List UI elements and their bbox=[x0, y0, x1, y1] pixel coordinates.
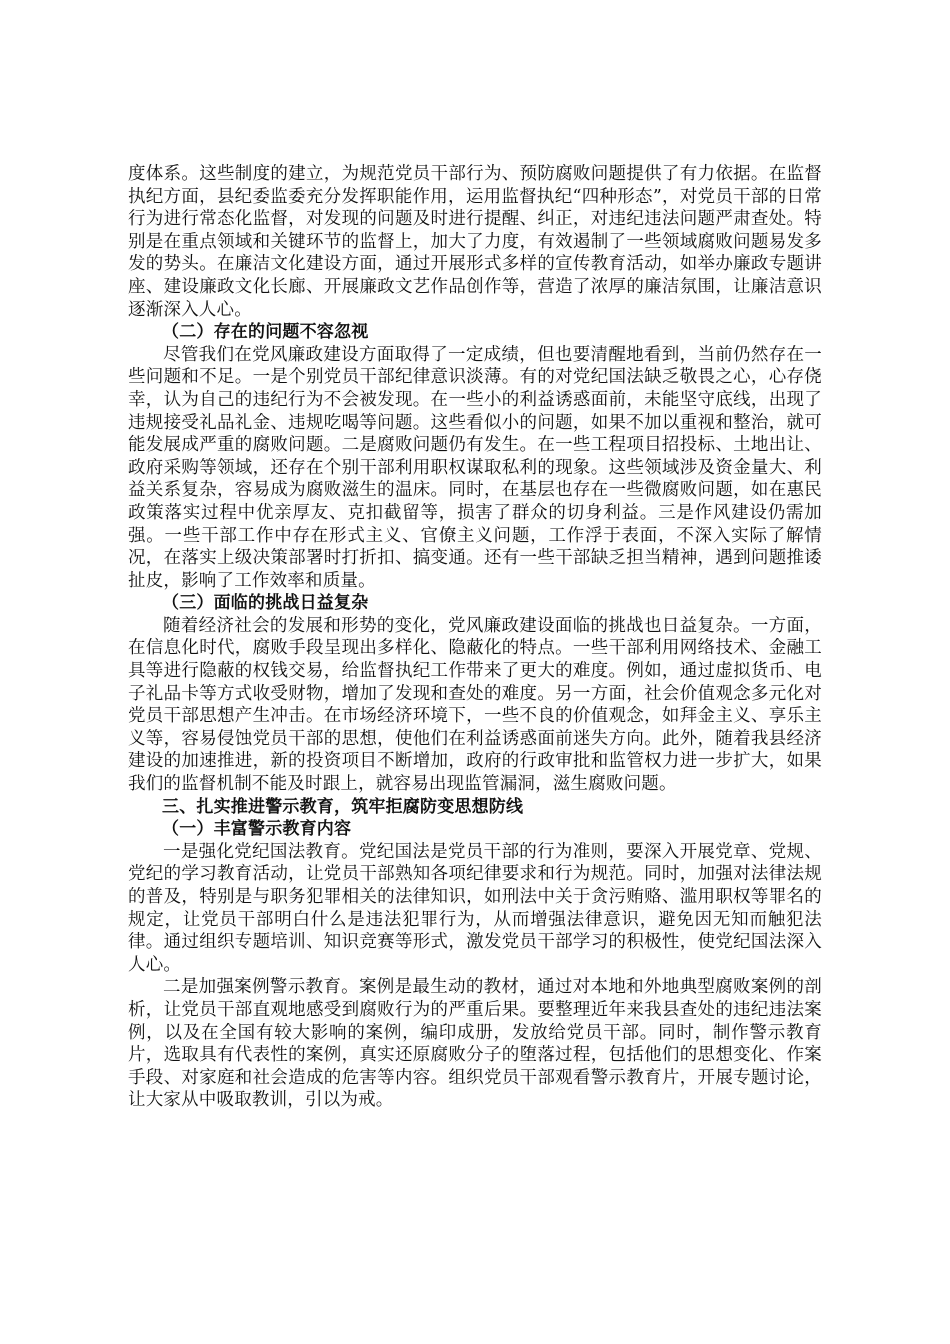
document-page bbox=[128, 163, 822, 1112]
paragraph-law-education: 一是强化党纪国法教育。党纪国法是党员干部的行为准则，要深入开展党章、党规、党纪的学习教育活动，让党员干部熟知各项纪律要求和行为规范。同时，加强对法律法规的普及，特别是与职务犯罪相关的法律知识，如刑法中关于贪污贿赂、滥用职权等罪名的规定，让党员干部明白什么是违法犯罪行为，从而增强法律意识，避免因无知而触犯法律。通过组织专题培训、知识竞赛等形式，激发党员干部学习的积极性，使党纪国法深入人心。 bbox=[128, 841, 822, 975]
paragraph-case-education: 二是加强案例警示教育。案例是最生动的教材，通过对本地和外地典型腐败案例的剖析，让党员干部直观地感受到腐败行为的严重后果。要整理近年来我县查处的违纪违法案例，以及在全国有较大影响的案例，编印成册，发放给党员干部。同时，制作警示教育片，选取具有代表性的案例，真实还原腐败分子的堕落过程，包括他们的思想变化、作案手段、对家庭和社会造成的危害等内容。组织党员干部观看警示教育片，开展专题讨论，让大家从中吸取教训，引以为戒。 bbox=[128, 977, 822, 1111]
paragraph-institution-system: 度体系。这些制度的建立，为规范党员干部行为、预防腐败问题提供了有力依据。在监督执纪方面，县纪委监委充分发挥职能作用，运用监督执纪“四种形态”，对党员干部的日常行为进行常态化监督，对发现的问题及时进行提醒、纠正，对违纪违法问题严肃查处。特别是在重点领域和关键环节的监督上，加大了力度，有效遏制了一些领域腐败问题易发多发的势头。在廉洁文化建设方面，通过开展形式多样的宣传教育活动，如举办廉政专题讲座、建设廉政文化长廊、开展廉政文艺作品创作等，营造了浓厚的廉洁氛围，让廉洁意识逐渐深入人心。 bbox=[128, 164, 822, 320]
section-heading-challenges: （三）面临的挑战日益复杂 bbox=[162, 593, 369, 614]
paragraph-problems: 尽管我们在党风廉政建设方面取得了一定成绩，但也要清醒地看到，当前仍然存在一些问题和不足。一是个别党员干部纪律意识淡薄。有的对党纪国法缺乏敬畏之心，心存侥幸，认为自己的违纪行为不会被发现。在一些小的利益诱惑面前，未能坚守底线，出现了违规接受礼品礼金、违规吃喝等问题。这些看似小的问题，如果不加以重视和整治，就可能发展成严重的腐败问题。二是腐败问题仍有发生。在一些工程项目招投标、土地出让、政府采购等领域，还存在个别干部利用职权谋取私利的现象。这些领域涉及资金量大、利益关系复杂，容易成为腐败滋生的温床。同时，在基层也存在一些微腐败问题，如在惠民政策落实过程中优亲厚友、克扣截留等，损害了群众的切身利益。三是作风建设仍需加强。一些干部工作中存在形式主义、官僚主义问题，工作浮于表面，不深入实际了解情况，在落实上级决策部署时打折扣、搞变通。还有一些干部缺乏担当精神，遇到问题推诿扯皮，影响了工作效率和质量。 bbox=[128, 344, 822, 591]
chapter-heading-warning-education: 三、扎实推进警示教育，筑牢拒腐防变思想防线 bbox=[162, 796, 524, 817]
section-heading-enrich-content: （一）丰富警示教育内容 bbox=[162, 819, 352, 840]
section-heading-problems: （二）存在的问题不容忽视 bbox=[162, 322, 369, 343]
paragraph-challenges: 随着经济社会的发展和形势的变化，党风廉政建设面临的挑战也日益复杂。一方面，在信息化时代，腐败手段呈现出多样化、隐蔽化的特点。一些干部利用网络技术、金融工具等进行隐蔽的权钱交易，给监督执纪工作带来了更大的难度。例如，通过虚拟货币、电子礼品卡等方式收受财物，增加了发现和查处的难度。另一方面，社会价值观念多元化对党员干部思想产生冲击。在市场经济环境下，一些不良的价值观念，如拜金主义、享乐主义等，容易侵蚀党员干部的思想，使他们在利益诱惑面前迷失方向。此外，随着我县经济建设的加速推进，新的投资项目不断增加，政府的行政审批和监管权力进一步扩大，如果我们的监督机制不能及时跟上，就容易出现监管漏洞，滋生腐败问题。 bbox=[128, 615, 822, 795]
